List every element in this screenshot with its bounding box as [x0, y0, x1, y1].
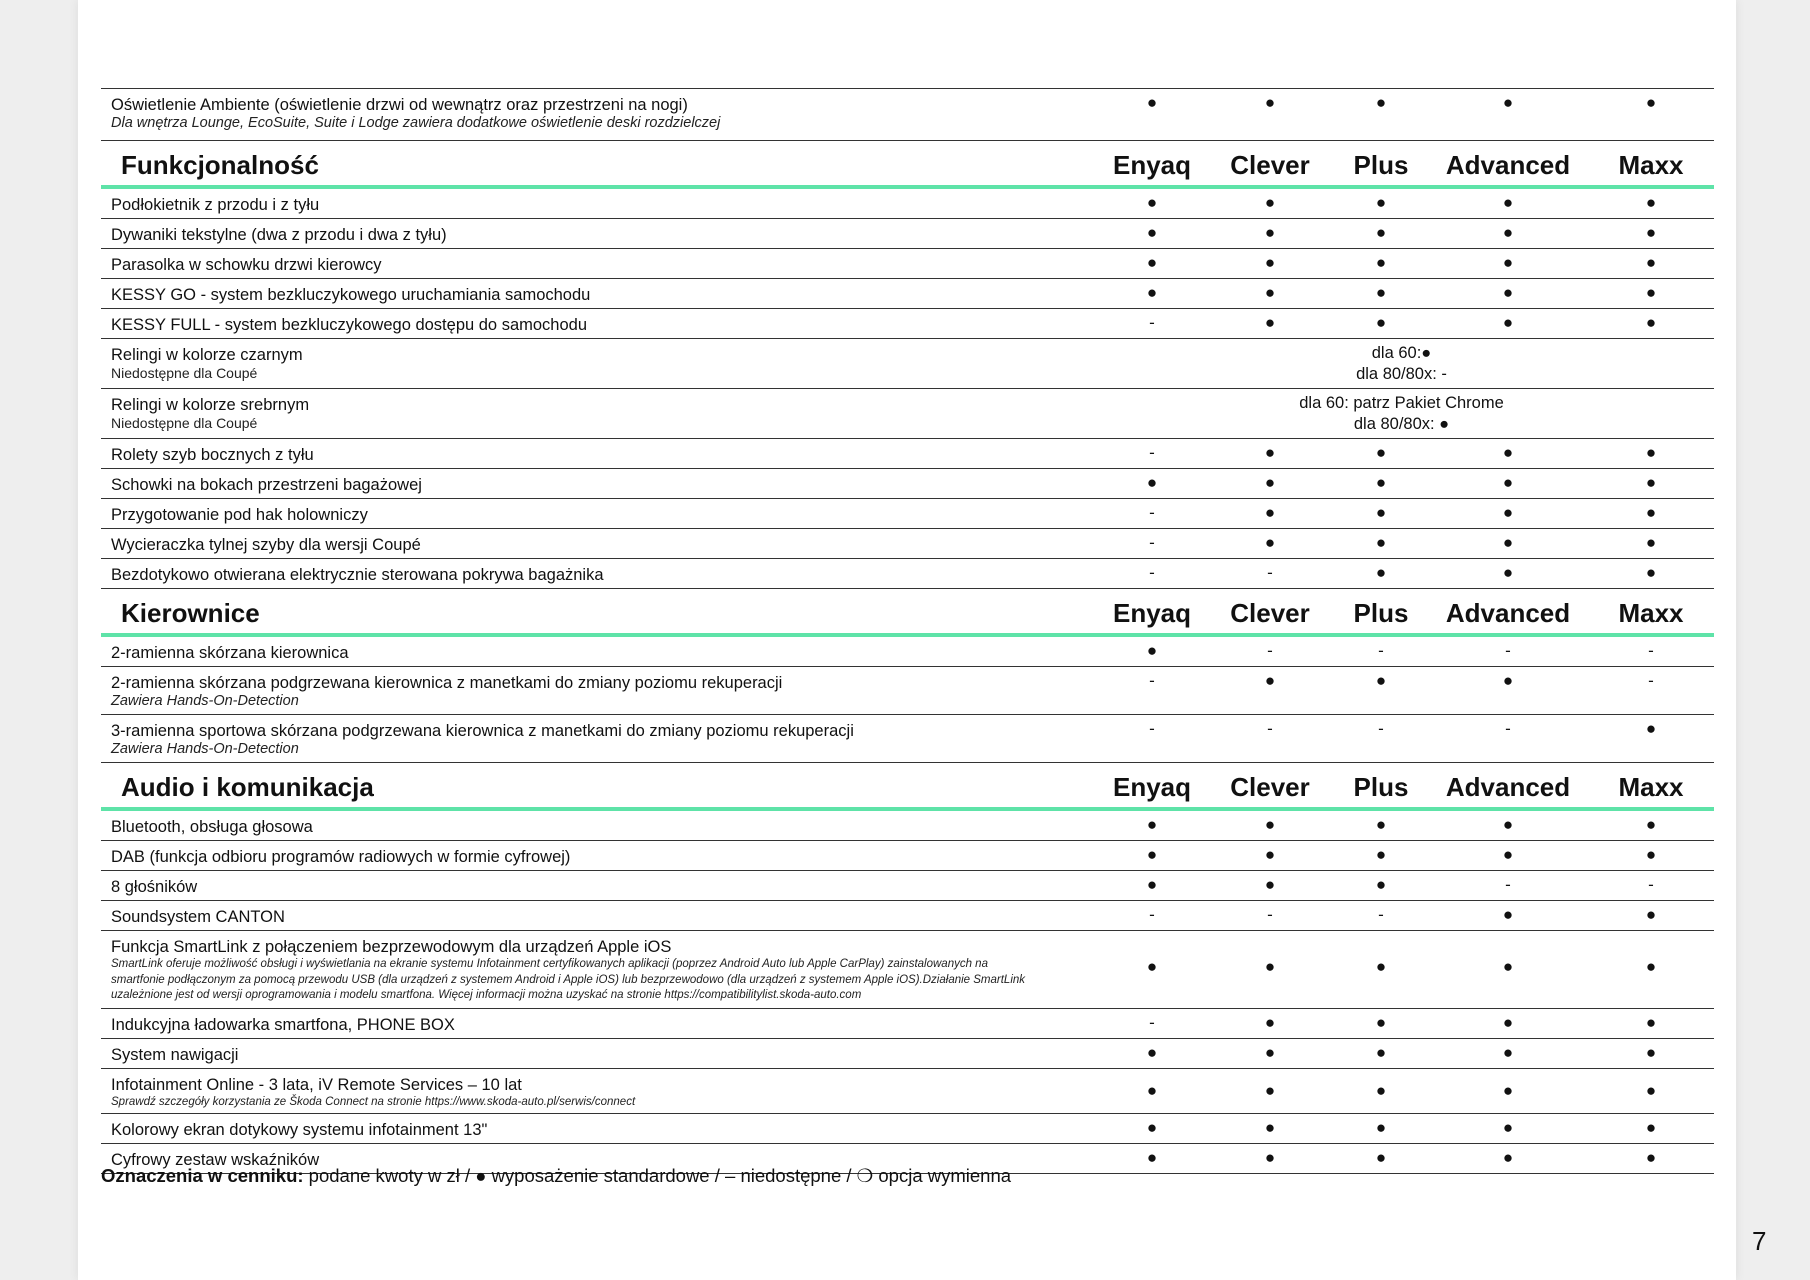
feature-label	[111, 643, 1111, 663]
table-row	[101, 249, 1714, 279]
standard-dot-maxx: ●	[1645, 845, 1657, 864]
standard-dot-enyaq: ●	[1146, 641, 1158, 660]
standard-dot-maxx: ●	[1645, 223, 1657, 242]
table-row	[101, 931, 1714, 1009]
standard-dot-plus: ●	[1375, 845, 1387, 864]
standard-dot-advanced: ●	[1502, 1118, 1514, 1137]
feature-name: Schowki na bokach przestrzeni bagażowej	[111, 476, 422, 494]
unavailable-dash-clever: -	[1267, 641, 1273, 660]
column-header-plus: Plus	[1353, 150, 1409, 180]
feature-name: Infotainment Online - 3 lata, iV Remote Services – 10 lat	[111, 1076, 522, 1094]
merged-value	[1152, 393, 1651, 435]
standard-dot-plus: ●	[1375, 223, 1387, 242]
feature-note-line: smartfonie podłączonym za pomocą przewodu USB (dla urządzeń z systemem Android i Apple iOS) lub bezprzewodowo (dla urządzeń z systemem Apple iOS).Działanie SmartLink	[111, 973, 1026, 986]
unavailable-dash-maxx: -	[1648, 671, 1654, 690]
standard-dot-clever: ●	[1264, 93, 1276, 112]
standard-dot-enyaq: ●	[1146, 845, 1158, 864]
table-row	[101, 189, 1714, 219]
table-row	[101, 439, 1714, 469]
feature-label	[111, 937, 1111, 1004]
table-row	[101, 1039, 1714, 1069]
standard-dot-plus: ●	[1375, 671, 1387, 690]
merged-value-line: dla 60: patrz Pakiet Chrome	[1299, 394, 1504, 412]
standard-dot-clever: ●	[1264, 503, 1276, 522]
feature-label	[111, 1120, 1111, 1140]
column-header-enyaq: Enyaq	[1112, 598, 1192, 628]
standard-dot-maxx: ●	[1645, 253, 1657, 272]
unavailable-dash-enyaq: -	[1149, 533, 1155, 552]
standard-dot-plus: ●	[1375, 875, 1387, 894]
standard-dot-enyaq: ●	[1146, 193, 1158, 212]
standard-dot-enyaq: ●	[1146, 223, 1158, 242]
unavailable-dash-enyaq: -	[1149, 905, 1155, 924]
feature-name: DAB (funkcja odbioru programów radiowych w formie cyfrowej)	[111, 848, 571, 866]
feature-name: 8 głośników	[111, 878, 198, 896]
section-header-row	[101, 149, 1714, 189]
merged-value-line: dla 80/80x: -	[1356, 365, 1447, 383]
table-row	[101, 89, 1714, 141]
standard-dot-maxx: ●	[1645, 1081, 1657, 1100]
feature-label	[111, 395, 1111, 432]
table-row	[101, 1009, 1714, 1039]
feature-name: 2-ramienna skórzana kierownica	[111, 644, 349, 662]
standard-dot-clever: ●	[1264, 473, 1276, 492]
standard-dot-advanced: ●	[1502, 1148, 1514, 1167]
column-header-advanced: Advanced	[1445, 150, 1571, 180]
standard-dot-maxx: ●	[1645, 473, 1657, 492]
unavailable-dash-enyaq: -	[1149, 563, 1155, 582]
standard-dot-clever: ●	[1264, 223, 1276, 242]
unavailable-dash-advanced: -	[1505, 719, 1511, 738]
standard-dot-maxx: ●	[1645, 193, 1657, 212]
feature-name: Kolorowy ekran dotykowy systemu infotainment 13"	[111, 1121, 488, 1139]
standard-dot-maxx: ●	[1645, 1013, 1657, 1032]
feature-label	[111, 345, 1111, 382]
table-row	[101, 871, 1714, 901]
feature-note: Zawiera Hands-On-Detection	[111, 693, 299, 709]
feature-note: Sprawdź szczegóły korzystania ze Škoda Connect na stronie https://www.skoda-auto.pl/serwis/connect	[111, 1096, 636, 1108]
standard-dot-advanced: ●	[1502, 845, 1514, 864]
standard-dot-plus: ●	[1375, 193, 1387, 212]
table-row	[101, 841, 1714, 871]
feature-label	[111, 721, 1111, 758]
merged-row	[101, 389, 1714, 439]
feature-name: Parasolka w schowku drzwi kierowcy	[111, 256, 382, 274]
standard-dot-plus: ●	[1375, 1148, 1387, 1167]
column-header-advanced: Advanced	[1445, 598, 1571, 628]
unavailable-dash-plus: -	[1378, 719, 1384, 738]
feature-name: Soundsystem CANTON	[111, 908, 285, 926]
feature-note: Niedostępne dla Coupé	[111, 365, 258, 381]
feature-name: Relingi w kolorze srebrnym	[111, 396, 310, 414]
legend-label: Oznaczenia w cenniku:	[101, 1165, 304, 1186]
feature-name: Przygotowanie pod hak holowniczy	[111, 506, 368, 524]
feature-label	[111, 315, 1111, 335]
column-header-maxx: Maxx	[1618, 772, 1684, 802]
unavailable-dash-clever: -	[1267, 563, 1273, 582]
standard-dot-plus: ●	[1375, 313, 1387, 332]
feature-label	[111, 847, 1111, 867]
merged-row	[101, 339, 1714, 389]
feature-name: Cyfrowy zestaw wskaźników	[111, 1151, 320, 1169]
standard-dot-advanced: ●	[1502, 563, 1514, 582]
feature-note-line: SmartLink oferuje możliwość obsługi i wyświetlania na ekranie systemu Infotainment certyfikowanych aplikacji (poprzez Android Auto lub Apple CarPlay) zainstalowanych na	[111, 958, 988, 970]
standard-dot-enyaq: ●	[1146, 1043, 1158, 1062]
merged-value	[1152, 343, 1651, 385]
feature-label	[111, 445, 1111, 465]
standard-dot-advanced: ●	[1502, 443, 1514, 462]
unavailable-dash-advanced: -	[1505, 875, 1511, 894]
standard-dot-advanced: ●	[1502, 1043, 1514, 1062]
feature-label	[111, 565, 1111, 585]
standard-dot-maxx: ●	[1645, 533, 1657, 552]
column-header-clever: Clever	[1230, 150, 1310, 180]
feature-name: Dywaniki tekstylne (dwa z przodu i dwa z tyłu)	[111, 226, 447, 244]
standard-dot-clever: ●	[1264, 845, 1276, 864]
standard-dot-clever: ●	[1264, 443, 1276, 462]
standard-dot-maxx: ●	[1645, 443, 1657, 462]
feature-name: 3-ramienna sportowa skórzana podgrzewana kierownica z manetkami do zmiany poziomu rekuperacji	[111, 722, 854, 740]
page-number: 7	[1752, 1226, 1767, 1256]
column-header-advanced: Advanced	[1445, 772, 1571, 802]
standard-dot-plus: ●	[1375, 815, 1387, 834]
column-header-enyaq: Enyaq	[1112, 150, 1192, 180]
table-row	[101, 811, 1714, 841]
column-header-maxx: Maxx	[1618, 598, 1684, 628]
standard-dot-maxx: ●	[1645, 313, 1657, 332]
standard-dot-plus: ●	[1375, 473, 1387, 492]
table-row	[101, 279, 1714, 309]
standard-dot-clever: ●	[1264, 1148, 1276, 1167]
standard-dot-plus: ●	[1375, 1013, 1387, 1032]
feature-name: System nawigacji	[111, 1046, 239, 1064]
feature-label	[111, 535, 1111, 555]
unavailable-dash-enyaq: -	[1149, 503, 1155, 522]
standard-dot-plus: ●	[1375, 443, 1387, 462]
standard-dot-maxx: ●	[1645, 815, 1657, 834]
standard-dot-enyaq: ●	[1146, 473, 1158, 492]
unavailable-dash-maxx: -	[1648, 875, 1654, 894]
unavailable-dash-enyaq: -	[1149, 443, 1155, 462]
standard-dot-advanced: ●	[1502, 1081, 1514, 1100]
equipment-table	[101, 88, 1714, 1174]
standard-dot-advanced: ●	[1502, 905, 1514, 924]
feature-label	[111, 1015, 1111, 1035]
feature-name: Bezdotykowo otwierana elektrycznie sterowana pokrywa bagażnika	[111, 566, 604, 584]
standard-dot-enyaq: ●	[1146, 875, 1158, 894]
standard-dot-maxx: ●	[1645, 283, 1657, 302]
merged-value-line: dla 80/80x: ●	[1353, 415, 1450, 433]
standard-dot-maxx: ●	[1645, 1118, 1657, 1137]
table-row	[101, 1069, 1714, 1114]
standard-dot-clever: ●	[1264, 193, 1276, 212]
table-row	[101, 715, 1714, 763]
standard-dot-plus: ●	[1375, 957, 1387, 976]
feature-label	[111, 907, 1111, 927]
standard-dot-maxx: ●	[1645, 1043, 1657, 1062]
table-row	[101, 559, 1714, 589]
feature-note: Zawiera Hands-On-Detection	[111, 741, 299, 757]
standard-dot-plus: ●	[1375, 253, 1387, 272]
section-title: Funkcjonalność	[121, 150, 319, 180]
feature-name: KESSY GO - system bezkluczykowego uruchamiania samochodu	[111, 286, 591, 304]
standard-dot-maxx: ●	[1645, 1148, 1657, 1167]
standard-dot-clever: ●	[1264, 313, 1276, 332]
table-row	[101, 499, 1714, 529]
table-row	[101, 901, 1714, 931]
unavailable-dash-clever: -	[1267, 905, 1273, 924]
standard-dot-enyaq: ●	[1146, 1081, 1158, 1100]
standard-dot-maxx: ●	[1645, 719, 1657, 738]
standard-dot-advanced: ●	[1502, 473, 1514, 492]
column-header-maxx: Maxx	[1618, 150, 1684, 180]
standard-dot-plus: ●	[1375, 93, 1387, 112]
standard-dot-maxx: ●	[1645, 957, 1657, 976]
standard-dot-maxx: ●	[1645, 563, 1657, 582]
feature-note: Niedostępne dla Coupé	[111, 415, 258, 431]
feature-name: Rolety szyb bocznych z tyłu	[111, 446, 314, 464]
standard-dot-clever: ●	[1264, 283, 1276, 302]
standard-dot-clever: ●	[1264, 815, 1276, 834]
feature-note: Dla wnętrza Lounge, EcoSuite, Suite i Lodge zawiera dodatkowe oświetlenie deski rozdzielczej	[111, 115, 721, 131]
unavailable-dash-enyaq: -	[1149, 313, 1155, 332]
column-header-plus: Plus	[1353, 598, 1409, 628]
feature-name: Oświetlenie Ambiente (oświetlenie drzwi od wewnątrz oraz przestrzeni na nogi)	[111, 96, 688, 114]
unavailable-dash-maxx: -	[1648, 641, 1654, 660]
standard-dot-advanced: ●	[1502, 223, 1514, 242]
standard-dot-clever: ●	[1264, 1043, 1276, 1062]
standard-dot-clever: ●	[1264, 1118, 1276, 1137]
standard-dot-enyaq: ●	[1146, 1148, 1158, 1167]
standard-dot-enyaq: ●	[1146, 957, 1158, 976]
column-header-clever: Clever	[1230, 598, 1310, 628]
table-row	[101, 529, 1714, 559]
standard-dot-plus: ●	[1375, 1118, 1387, 1137]
feature-name: Funkcja SmartLink z połączeniem bezprzewodowym dla urządzeń Apple iOS	[111, 938, 672, 956]
standard-dot-plus: ●	[1375, 1081, 1387, 1100]
feature-label	[111, 817, 1111, 837]
merged-value-line: dla 60:●	[1371, 344, 1432, 362]
standard-dot-advanced: ●	[1502, 957, 1514, 976]
section-title: Audio i komunikacja	[121, 772, 374, 802]
section-header-row	[101, 597, 1714, 637]
standard-dot-plus: ●	[1375, 533, 1387, 552]
table-row	[101, 637, 1714, 667]
standard-dot-clever: ●	[1264, 253, 1276, 272]
standard-dot-clever: ●	[1264, 671, 1276, 690]
standard-dot-advanced: ●	[1502, 93, 1514, 112]
standard-dot-plus: ●	[1375, 1043, 1387, 1062]
table-row	[101, 667, 1714, 715]
table-row	[101, 219, 1714, 249]
table-row	[101, 469, 1714, 499]
feature-label	[111, 95, 1111, 132]
feature-label	[111, 285, 1111, 305]
standard-dot-advanced: ●	[1502, 1013, 1514, 1032]
unavailable-dash-advanced: -	[1505, 641, 1511, 660]
section-title: Kierownice	[121, 598, 260, 628]
standard-dot-enyaq: ●	[1146, 253, 1158, 272]
feature-label	[111, 673, 1111, 710]
standard-dot-advanced: ●	[1502, 533, 1514, 552]
section-header-row	[101, 771, 1714, 811]
standard-dot-maxx: ●	[1645, 503, 1657, 522]
standard-dot-enyaq: ●	[1146, 815, 1158, 834]
table-row	[101, 309, 1714, 339]
standard-dot-advanced: ●	[1502, 283, 1514, 302]
column-header-clever: Clever	[1230, 772, 1310, 802]
column-header-plus: Plus	[1353, 772, 1409, 802]
standard-dot-advanced: ●	[1502, 313, 1514, 332]
unavailable-dash-plus: -	[1378, 905, 1384, 924]
standard-dot-enyaq: ●	[1146, 93, 1158, 112]
standard-dot-clever: ●	[1264, 957, 1276, 976]
standard-dot-advanced: ●	[1502, 253, 1514, 272]
feature-name: KESSY FULL - system bezkluczykowego dostępu do samochodu	[111, 316, 587, 334]
standard-dot-plus: ●	[1375, 283, 1387, 302]
legend-text: podane kwoty w zł / ● wyposażenie standardowe / – niedostępne / ❍ opcja wymienna	[308, 1165, 1012, 1186]
feature-label	[111, 195, 1111, 215]
feature-name: 2-ramienna skórzana podgrzewana kierownica z manetkami do zmiany poziomu rekuperacji	[111, 674, 783, 692]
feature-label	[111, 1045, 1111, 1065]
feature-name: Indukcyjna ładowarka smartfona, PHONE BOX	[111, 1016, 455, 1034]
standard-dot-advanced: ●	[1502, 193, 1514, 212]
standard-dot-clever: ●	[1264, 1081, 1276, 1100]
unavailable-dash-enyaq: -	[1149, 719, 1155, 738]
unavailable-dash-enyaq: -	[1149, 1013, 1155, 1032]
feature-label	[111, 877, 1111, 897]
standard-dot-maxx: ●	[1645, 93, 1657, 112]
standard-dot-advanced: ●	[1502, 503, 1514, 522]
standard-dot-enyaq: ●	[1146, 283, 1158, 302]
feature-name: Podłokietnik z przodu i z tyłu	[111, 196, 320, 214]
legend	[101, 1165, 1011, 1187]
feature-label	[111, 255, 1111, 275]
feature-name: Bluetooth, obsługa głosowa	[111, 818, 313, 836]
standard-dot-enyaq: ●	[1146, 1118, 1158, 1137]
unavailable-dash-clever: -	[1267, 719, 1273, 738]
table-row	[101, 1114, 1714, 1144]
feature-name: Relingi w kolorze czarnym	[111, 346, 303, 364]
feature-label	[111, 475, 1111, 495]
standard-dot-plus: ●	[1375, 563, 1387, 582]
standard-dot-clever: ●	[1264, 875, 1276, 894]
feature-label	[111, 505, 1111, 525]
unavailable-dash-plus: -	[1378, 641, 1384, 660]
column-header-enyaq: Enyaq	[1112, 772, 1192, 802]
feature-note-line: uzależnione jest od wersji oprogramowania i modelu smartfona. Więcej informacji można uzyskać na stronie https://compatibilitylist.skoda-auto.com	[111, 989, 862, 1001]
feature-label	[111, 1075, 1111, 1111]
unavailable-dash-enyaq: -	[1149, 671, 1155, 690]
standard-dot-clever: ●	[1264, 1013, 1276, 1032]
standard-dot-plus: ●	[1375, 503, 1387, 522]
standard-dot-maxx: ●	[1645, 905, 1657, 924]
standard-dot-clever: ●	[1264, 533, 1276, 552]
standard-dot-advanced: ●	[1502, 815, 1514, 834]
feature-label	[111, 225, 1111, 245]
feature-name: Wycieraczka tylnej szyby dla wersji Coupé	[111, 536, 421, 554]
standard-dot-advanced: ●	[1502, 671, 1514, 690]
